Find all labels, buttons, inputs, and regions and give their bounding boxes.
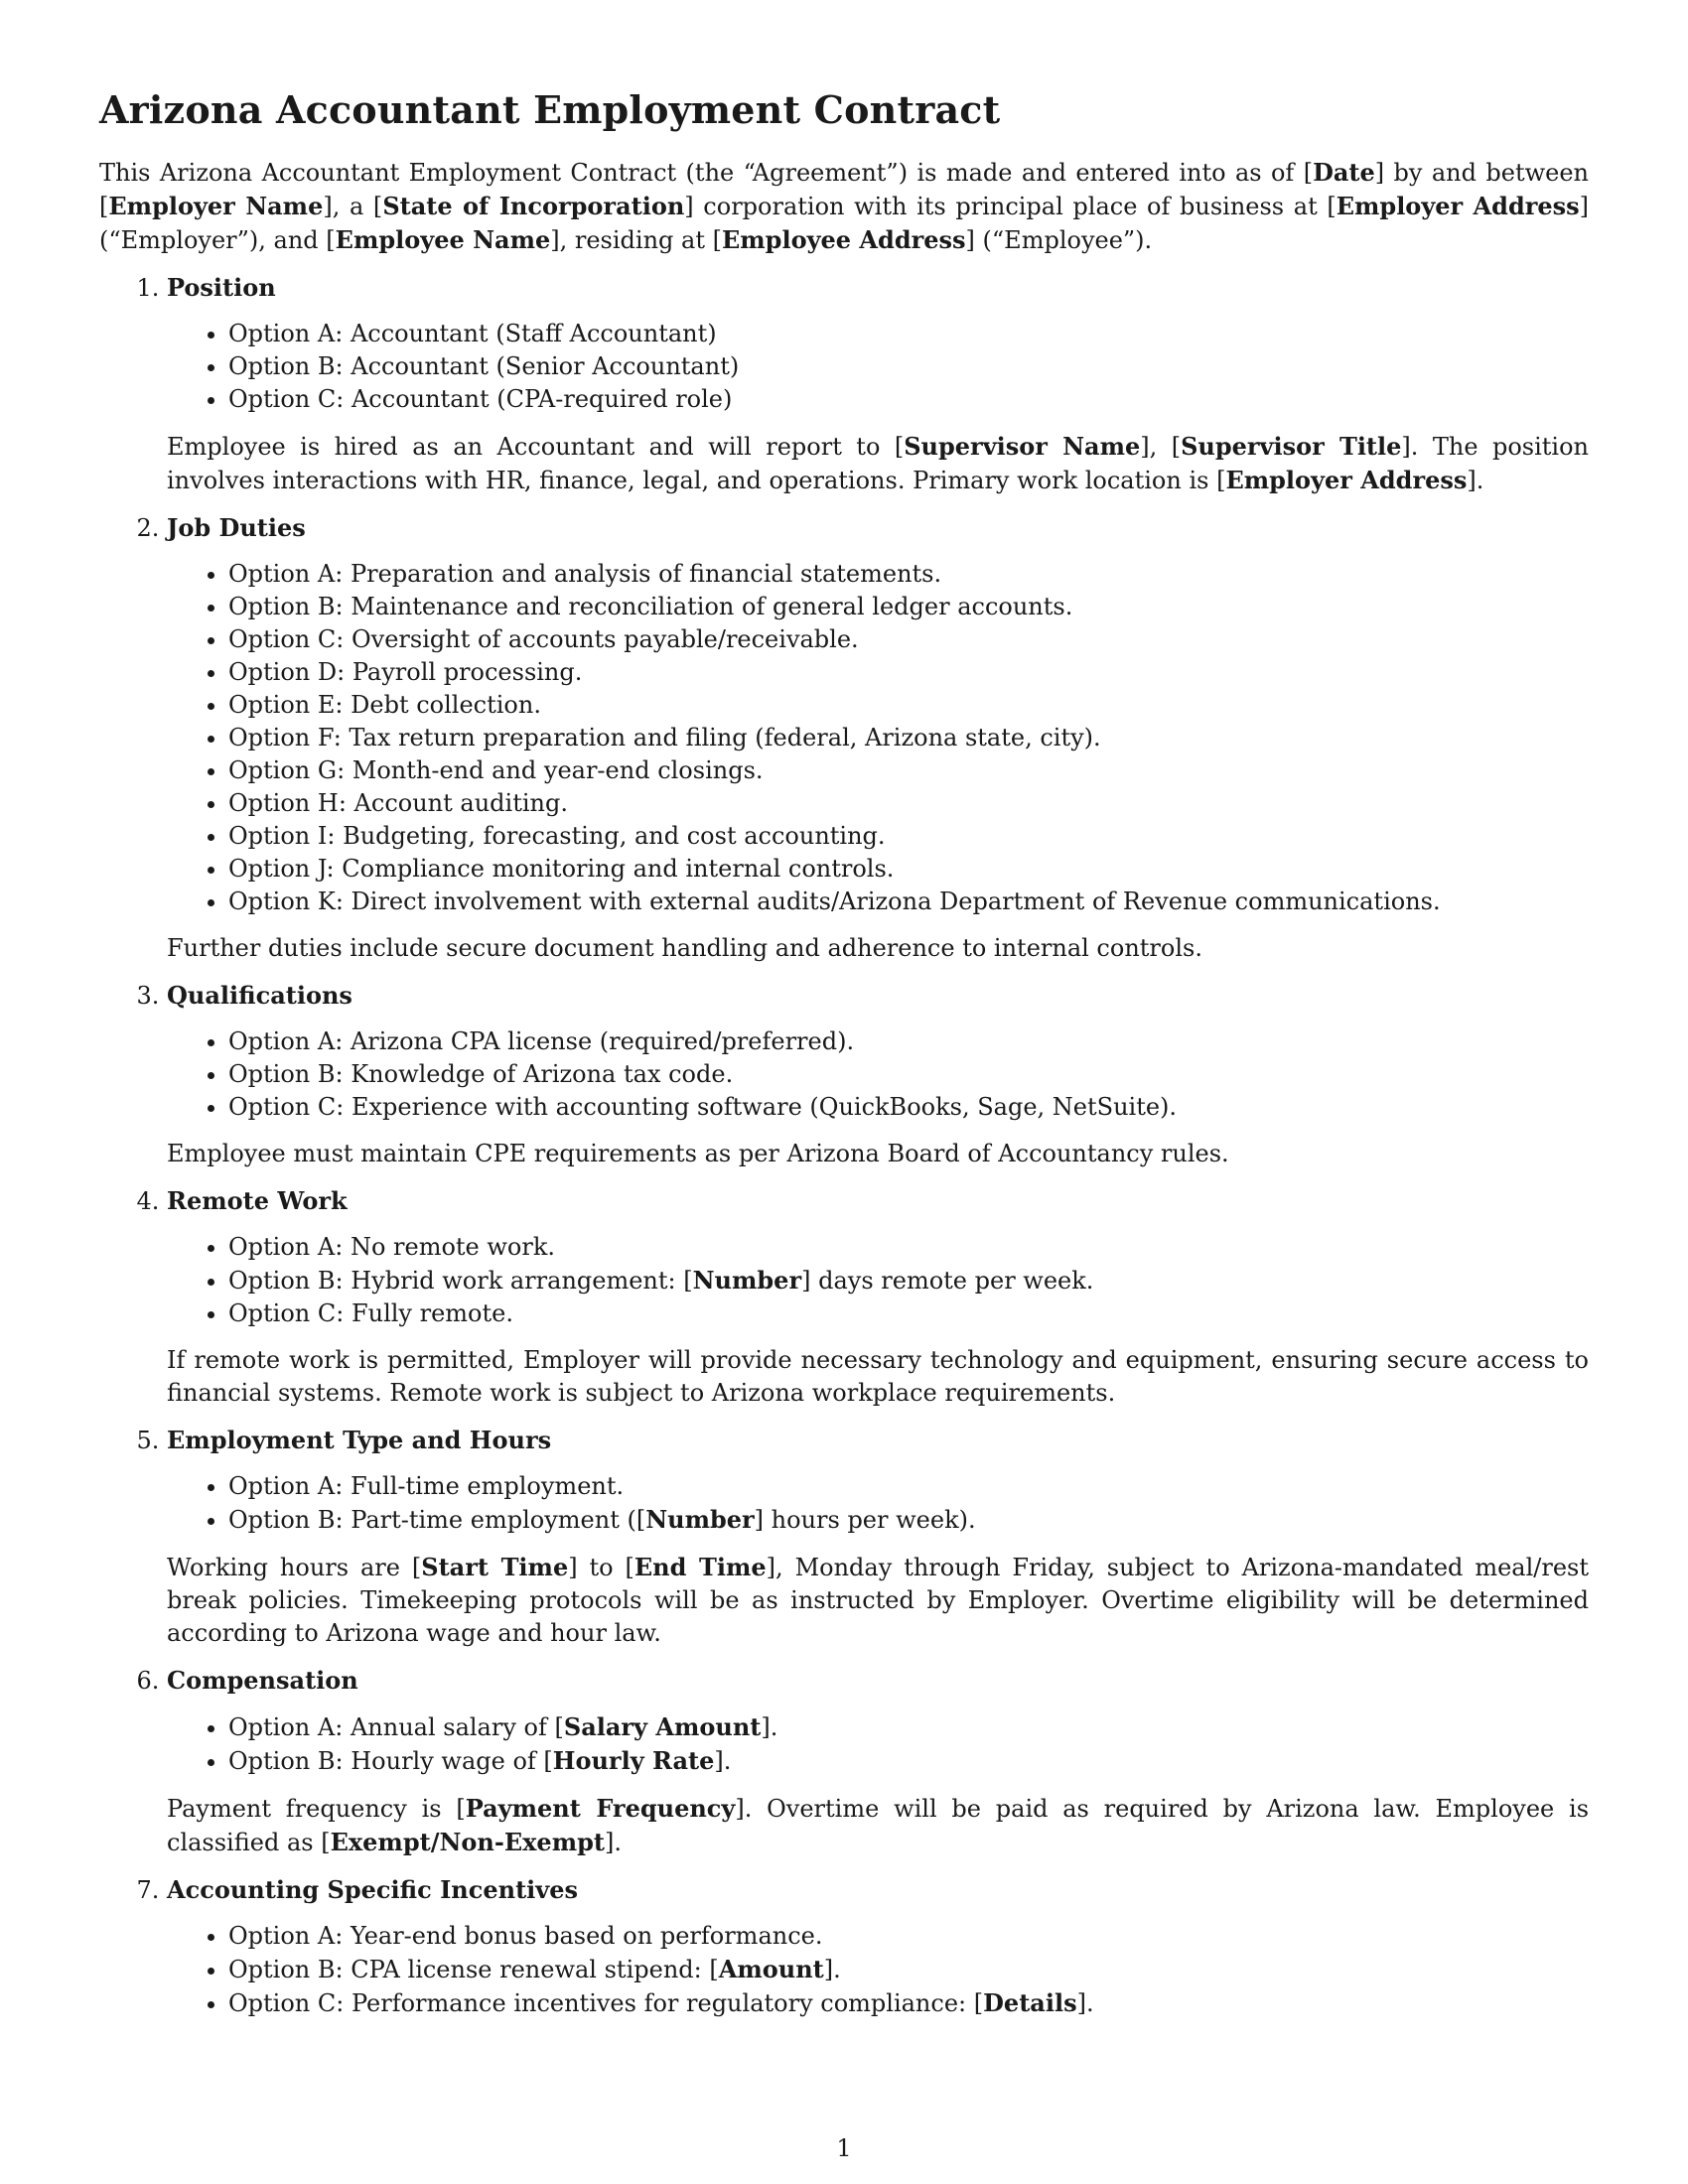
payment-frequency-field: Payment Frequency	[465, 1794, 736, 1823]
option-list	[167, 1025, 1589, 1124]
list-item: • Option F: Tax return preparation and filing (federal, Arizona state, city).	[228, 722, 1589, 754]
section-paragraph: Employee is hired as an Accountant and will report to [Supervisor Name], [Supervisor Title]. The position involves interactions with HR, finance, legal, and operations. Primary work location is [Employer Address].	[167, 432, 1590, 494]
section-incentives	[167, 1873, 1589, 2020]
list-item: • Option A: Year-end bonus based on performance.	[228, 1920, 1589, 1953]
employer-address-field: Employer Address	[1225, 466, 1468, 494]
hourly-rate-field: Hourly Rate	[552, 1746, 715, 1775]
section-paragraph: If remote work is permitted, Employer will provide necessary technology and equipment, ensuring secure access to financial systems. Remote work is subject to Arizona workplace requirements.	[167, 1346, 1589, 1407]
option-list	[167, 558, 1589, 918]
employee-name-field: Employee Name	[335, 225, 551, 254]
employer-address-field: Employer Address	[1336, 192, 1580, 220]
section-title: 4. Remote Work	[167, 1186, 348, 1215]
exempt-status-field: Exempt/Non-Exempt	[330, 1828, 605, 1856]
section-employment-type	[167, 1424, 1589, 1650]
option-list	[167, 1920, 1589, 2020]
list-item: • Option C: Oversight of accounts payable/receivable.	[228, 623, 1589, 656]
supervisor-title-field: Supervisor Title	[1181, 432, 1402, 461]
number-field: Number	[645, 1505, 755, 1534]
section-title: 6. Compensation	[167, 1666, 358, 1695]
list-item: • Option C: Experience with accounting software (QuickBooks, Sage, NetSuite).	[228, 1091, 1589, 1124]
list-item: • Option C: Fully remote.	[228, 1297, 1589, 1330]
section-qualifications	[167, 979, 1589, 1170]
option-list	[167, 1470, 1589, 1537]
section-title: 7. Accounting Specific Incentives	[167, 1875, 579, 1904]
employer-name-field: Employer Name	[108, 192, 324, 220]
number-field: Number	[692, 1266, 802, 1295]
list-item: • Option A: No remote work.	[228, 1231, 1589, 1264]
date-field: Date	[1313, 158, 1375, 187]
details-field: Details	[983, 1988, 1077, 2017]
list-item: • Option B: Knowledge of Arizona tax code.	[228, 1058, 1589, 1091]
list-item: • Option A: Preparation and analysis of financial statements.	[228, 558, 1589, 591]
section-paragraph: Working hours are [Start Time] to [End Time], Monday through Friday, subject to Arizona-mandated meal/rest break policies. Timekeeping protocols will be as instructed by Employer. Overtime eligibility will be determined according to Arizona wage and hour law.	[167, 1553, 1589, 1647]
list-item: • Option E: Debt collection.	[228, 689, 1589, 722]
section-paragraph: Employee must maintain CPE requirements as per Arizona Board of Accountancy rules.	[167, 1140, 1229, 1167]
list-item: • Option B: Maintenance and reconciliation of general ledger accounts.	[228, 591, 1589, 623]
list-item: • Option A: Arizona CPA license (required/preferred).	[228, 1025, 1589, 1058]
section-remote-work	[167, 1184, 1589, 1410]
section-paragraph: Payment frequency is [Payment Frequency]. Overtime will be paid as required by Arizona law. Employee is classified as [Exempt/Non-Exempt].	[167, 1794, 1590, 1856]
section-title: 1. Position	[167, 273, 276, 302]
section-position	[167, 271, 1589, 497]
section-paragraph: Further duties include secure document handling and adherence to internal controls.	[167, 934, 1202, 962]
list-item: • Option C: Performance incentives for regulatory compliance: [Details].	[228, 1986, 1589, 2020]
supervisor-name-field: Supervisor Name	[904, 432, 1141, 461]
list-item: • Option A: Annual salary of [Salary Amount].	[228, 1710, 1589, 1744]
option-list	[167, 318, 1589, 416]
state-of-incorporation-field: State of Incorporation	[382, 192, 685, 220]
option-list	[167, 1231, 1589, 1330]
list-item: • Option B: CPA license renewal stipend: [Amount].	[228, 1953, 1589, 1986]
amount-field: Amount	[718, 1955, 824, 1983]
list-item: • Option B: Hourly wage of [Hourly Rate].	[228, 1744, 1589, 1778]
section-title: 2. Job Duties	[167, 513, 306, 542]
list-item: • Option A: Full-time employment.	[228, 1470, 1589, 1503]
list-item: • Option K: Direct involvement with external audits/Arizona Department of Revenue communications.	[228, 886, 1589, 918]
list-item: • Option J: Compliance monitoring and internal controls.	[228, 853, 1589, 886]
list-item: • Option C: Accountant (CPA-required role)	[228, 383, 1589, 416]
page-number: 1	[836, 2134, 852, 2162]
contract-sections	[99, 271, 1589, 2020]
list-item: • Option B: Part-time employment ([Number] hours per week).	[228, 1503, 1589, 1537]
list-item: • Option D: Payroll processing.	[228, 656, 1589, 689]
section-compensation	[167, 1664, 1589, 1859]
end-time-field: End Time	[633, 1553, 767, 1581]
list-item: • Option B: Hybrid work arrangement: [Number] days remote per week.	[228, 1264, 1589, 1297]
start-time-field: Start Time	[421, 1553, 569, 1581]
section-job-duties	[167, 511, 1589, 965]
option-list	[167, 1710, 1589, 1778]
list-item: • Option H: Account auditing.	[228, 787, 1589, 820]
intro-paragraph: This Arizona Accountant Employment Contract (the “Agreement”) is made and entered into as of [Date] by and between [Employer Name], a [State of Incorporation] corporation with its principal place of business at [Employer Address] (“Employer”), and [Employee Name], residing at [Employee Address] (“Employee”).	[99, 158, 1590, 254]
list-item: • Option G: Month-end and year-end closings.	[228, 754, 1589, 787]
document-title: Arizona Accountant Employment Contract	[99, 87, 1001, 132]
employee-address-field: Employee Address	[721, 225, 966, 254]
list-item: • Option B: Accountant (Senior Accountant)	[228, 350, 1589, 383]
list-item: • Option A: Accountant (Staff Accountant)	[228, 318, 1589, 350]
list-item: • Option I: Budgeting, forecasting, and cost accounting.	[228, 820, 1589, 853]
salary-amount-field: Salary Amount	[563, 1712, 762, 1741]
section-title: 3. Qualifications	[167, 981, 352, 1010]
section-title: 5. Employment Type and Hours	[167, 1426, 552, 1454]
